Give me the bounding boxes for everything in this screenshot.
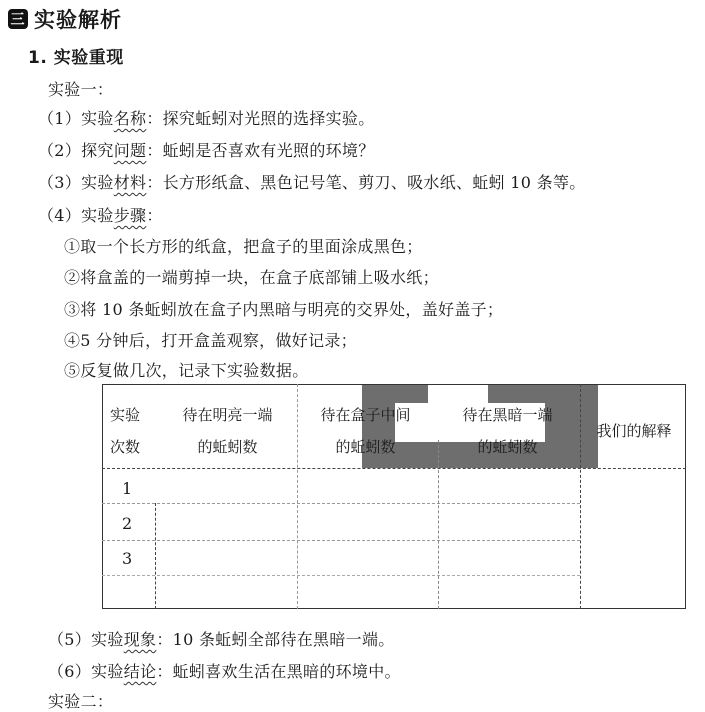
row-trial-2: 2: [122, 514, 133, 533]
step-4: ④5 分钟后，打开盒盖观察，做好记录；: [64, 331, 357, 350]
col-divider: [155, 503, 156, 609]
header-trial-line1: 实验: [110, 406, 141, 424]
section-heading: [8, 4, 122, 34]
col-divider: [580, 384, 581, 609]
item-number: （3）: [38, 173, 82, 192]
item-key-emphasis: 材料: [113, 173, 147, 192]
item-conclusion: [48, 659, 401, 682]
item-key-emphasis: 步骤: [113, 206, 147, 225]
row-trial-3: 3: [122, 549, 133, 568]
item-number: （5）: [48, 630, 92, 649]
header-dark-line1: 待在黑暗一端: [462, 406, 553, 424]
subsection-title: 1. 实验重现: [28, 48, 124, 68]
row-trial-1: 1: [122, 479, 133, 498]
step-1: ①取一个长方形的纸盒，把盒子的里面涂成黑色；: [64, 237, 423, 256]
item-key-emphasis: 现象: [123, 630, 157, 649]
item-experiment-name: [38, 106, 375, 129]
item-text: ：10 条蚯蚓全部待在黑暗一端。: [156, 630, 395, 649]
header-explanation: 我们的解释: [596, 422, 672, 440]
experiment-1-label: 实验一：: [48, 80, 114, 99]
item-key: 实验: [81, 173, 114, 192]
item-text: ：长方形纸盒、黑色记号笔、剪刀、吸水纸、蚯蚓 10 条等。: [146, 173, 586, 192]
item-text: ：蚯蚓喜欢生活在黑暗的环境中。: [156, 662, 401, 681]
overlay-notch: [428, 385, 488, 403]
row-divider: [102, 540, 580, 541]
header-middle-line2: 的蚯蚓数: [335, 438, 396, 456]
item-number: （2）: [38, 141, 82, 160]
item-number: （6）: [48, 662, 92, 681]
item-number: （1）: [38, 109, 82, 128]
item-key: 实验: [91, 630, 124, 649]
step-5: ⑤反复做几次，记录下实验数据。: [64, 361, 309, 380]
step-2: ②将盒盖的一端剪掉一块，在盒子底部铺上吸水纸；: [64, 268, 439, 287]
header-middle-line1: 待在盒子中间: [320, 406, 411, 424]
row-divider: [102, 503, 580, 504]
header-dark-line2: 的蚯蚓数: [477, 438, 538, 456]
item-research-question: [38, 138, 375, 161]
item-key-emphasis: 结论: [123, 662, 157, 681]
header-trial-line2: 次数: [110, 438, 141, 456]
step-3: ③将 10 条蚯蚓放在盒子内黑暗与明亮的交界处，盖好盖子；: [64, 300, 504, 319]
item-materials: [38, 170, 586, 193]
item-text: ：蚯蚓是否喜欢有光照的环境？: [146, 141, 375, 160]
item-key: 实验: [91, 662, 124, 681]
row-divider: [102, 575, 580, 576]
row-divider: [102, 468, 686, 469]
item-phenomenon: [48, 627, 395, 650]
col-divider: [438, 440, 439, 609]
item-text: ：: [146, 206, 163, 225]
header-bright-line1: 待在明亮一端: [182, 406, 273, 424]
section-number-badge: 三: [8, 9, 28, 29]
item-key: 探究: [81, 141, 114, 160]
experiment-2-label: 实验二：: [48, 692, 114, 711]
item-key: 实验: [81, 109, 114, 128]
header-bright-line2: 的蚯蚓数: [197, 438, 258, 456]
item-number: （4）: [38, 206, 82, 225]
item-key: 实验: [81, 206, 114, 225]
item-text: ：探究蚯蚓对光照的选择实验。: [146, 109, 375, 128]
item-steps: [38, 203, 163, 226]
section-title: 实验解析: [34, 8, 122, 32]
item-key-emphasis: 问题: [113, 141, 147, 160]
item-key-emphasis: 名称: [113, 109, 147, 128]
